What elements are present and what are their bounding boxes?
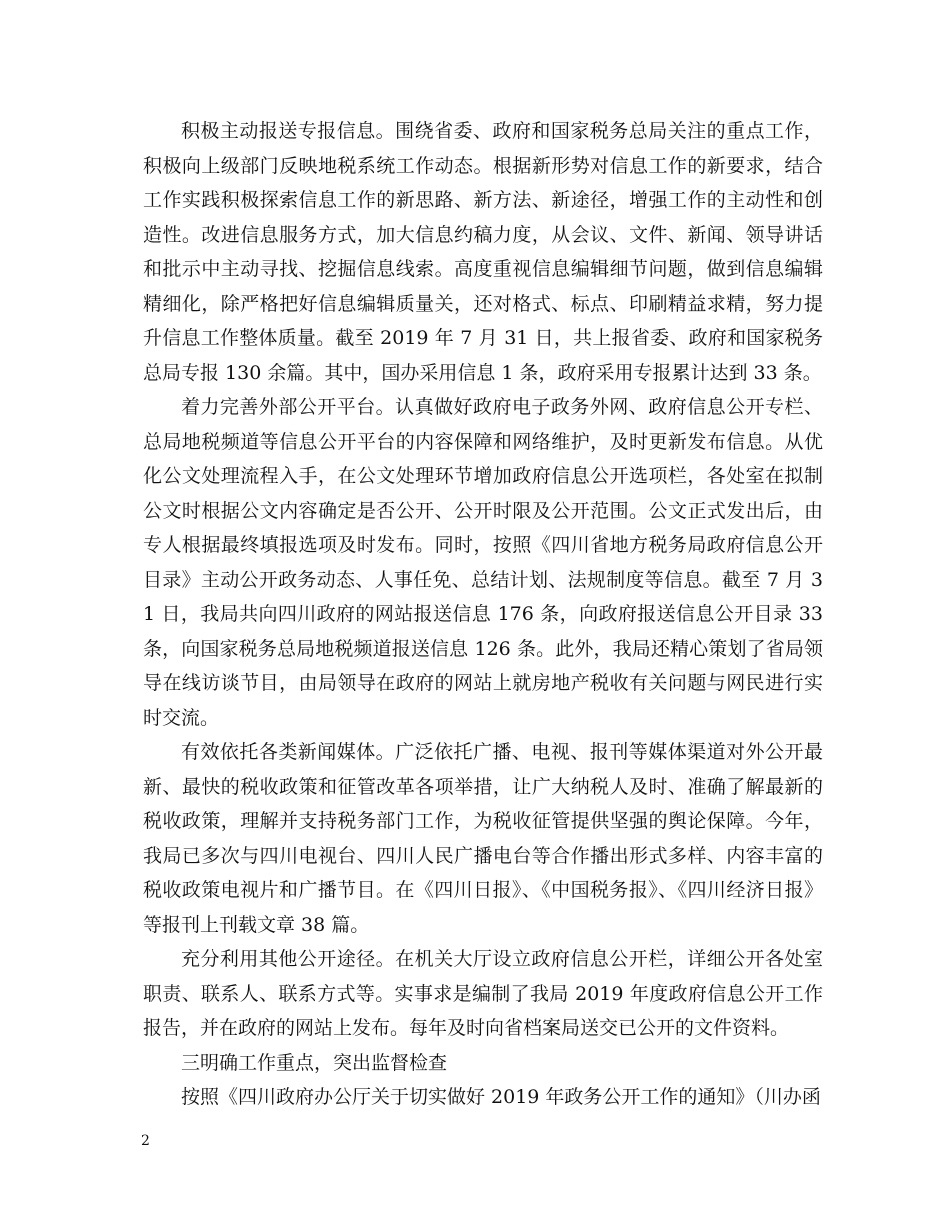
paragraph-public-platforms: 着力完善外部公开平台。认真做好政府电子政务外网、政府信息公开专栏、总局地税频道等信息公开平台的内容保障和网络维护，及时更新发布信息。从优化公文处理流程入手，在公文处理环节增加政府信息公开选项栏，各处室在拟制公文时根据公文内容确定是否公开、公开时限及公开范围。公文正式发出后，由专人根据最终填报选项及时发布。同时，按照《四川省地方税务局政府信息公开目录》主动公开政务动态、人事任免、总结计划、法规制度等信息。截至 7 月 31 日，我局共向四川政府的网站报送信息 176 条，向政府报送信息公开目录 33 条，向国家税务总局地税频道报送信息 126 条。此外，我局还精心策划了省局领导在线访谈节目，由局领导在政府的网站上就房地产税收有关问题与网民进行实时交流。 [143,396,823,729]
paragraph-notice-reference: 按照《四川政府办公厅关于切实做好 2019 年政务公开工作的通知》（川办函 [181,1086,821,1108]
paragraph-news-media: 有效依托各类新闻媒体。广泛依托广播、电视、报刊等媒体渠道对外公开最新、最快的税收政策和征管改革各项举措，让广大纳税人及时、准确了解最新的税收政策，理解并支持税务部门工作，为税收征管提供坚强的舆论保障。今年，我局已多次与四川电视台、四川人民广播电台等合作播出形式多样、内容丰富的税收政策电视片和广播节目。在《四川日报》、《中国税务报》、《四川经济日报》等报刊上刊载文章 38 篇。 [143,741,823,936]
paragraph-other-channels: 充分利用其他公开途径。在机关大厅设立政府信息公开栏，详细公开各处室职责、联系人、联系方式等。实事求是编制了我局 2019 年度政府信息公开工作报告，并在政府的网站上发布。每年及时向省档案局送交已公开的文件资料。 [143,948,823,1039]
page-number: 2 [141,1133,150,1149]
page-body [143,114,823,1115]
section-heading: 三明确工作重点，突出监督检查 [181,1051,448,1074]
paragraph-special-reports: 积极主动报送专报信息。围绕省委、政府和国家税务总局关注的重点工作，积极向上级部门反映地税系统工作动态。根据新形势对信息工作的新要求，结合工作实践积极探索信息工作的新思路、新方法、新途径，增强工作的主动性和创造性。改进信息服务方式，加大信息约稿力度，从会议、文件、新闻、领导讲话和批示中主动寻找、挖掘信息线索。高度重视信息编辑细节问题，做到信息编辑精细化，除严格把好信息编辑质量关，还对格式、标点、印刷精益求精，努力提升信息工作整体质量。截至 2019 年 7 月 31 日，共上报省委、政府和国家税务总局专报 130 余篇。其中，国办采用信息 1 条，政府采用专报累计达到 33 条。 [143,120,823,384]
